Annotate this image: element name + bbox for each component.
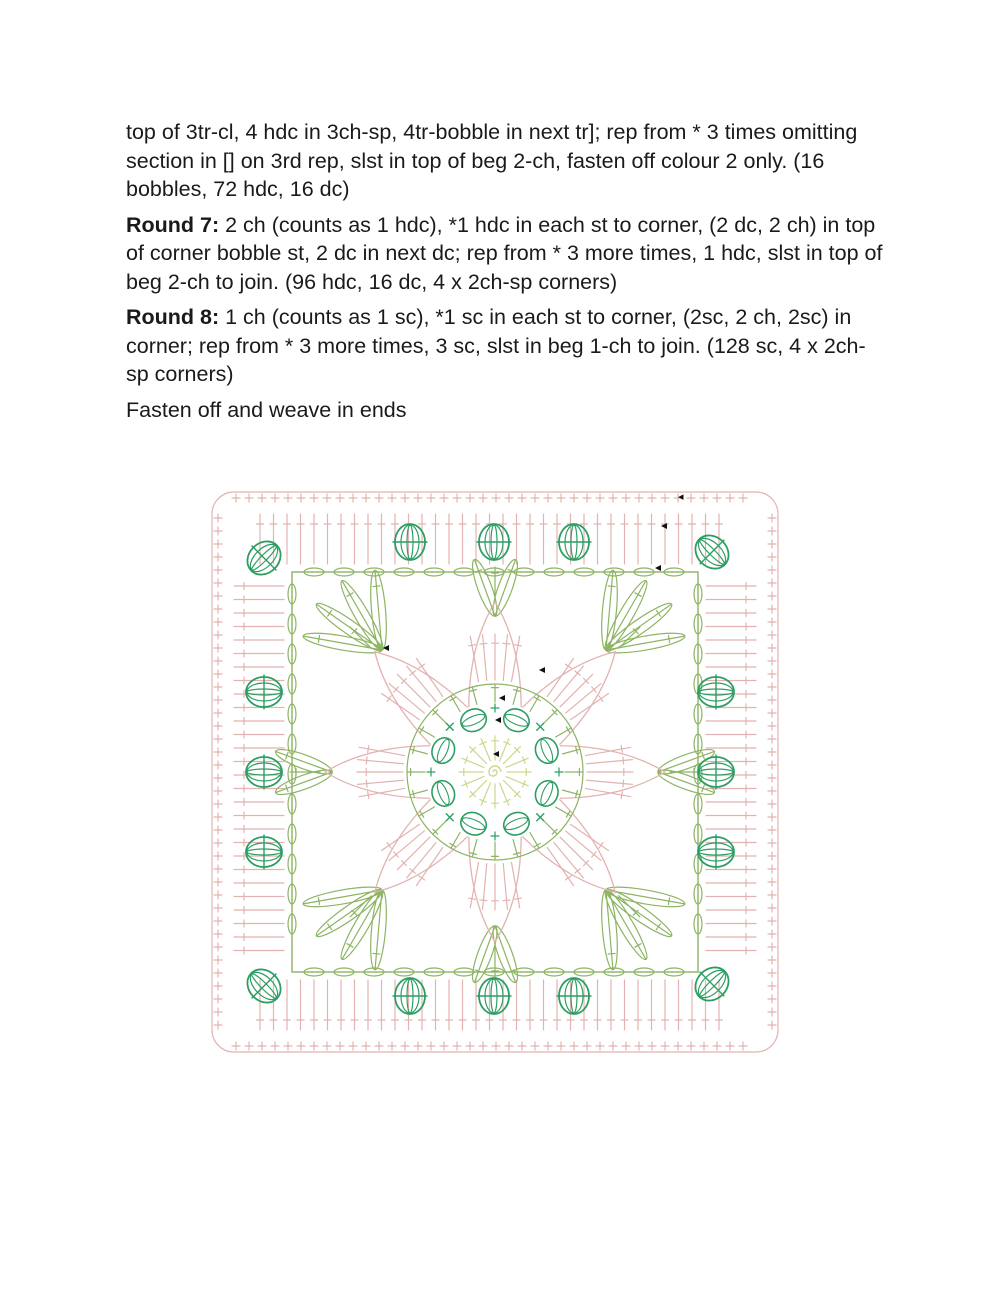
petal-stitch (480, 643, 487, 644)
petal-stitch (397, 674, 430, 707)
round-8-instructions (126, 303, 886, 389)
ring-stitch (566, 727, 570, 733)
petal-stitch (483, 635, 487, 681)
petal-stitch (368, 745, 369, 752)
bobble-stitch (428, 734, 458, 766)
tr-stitch (373, 953, 380, 954)
tr-stitch (608, 586, 615, 587)
petal-stitch (416, 848, 442, 886)
petal-stitch (503, 864, 507, 910)
bobble-stitch (500, 809, 532, 839)
ring-stitch (420, 811, 424, 817)
petal-stitch (560, 837, 593, 870)
tr-stitch (328, 610, 332, 616)
petal-stitch (480, 900, 487, 901)
tr-stitch (318, 898, 319, 905)
bobble-stitch (538, 781, 555, 806)
round-7-instructions (126, 211, 886, 297)
petal-stitch (571, 824, 609, 850)
ring-stitch (420, 727, 424, 733)
petal-stitch (503, 635, 507, 681)
bobble-stitch (461, 712, 486, 729)
petal-stitch (366, 780, 367, 787)
center-stitch (503, 780, 520, 797)
petal-stitch (382, 824, 420, 850)
bobble-stitch (428, 777, 458, 809)
petal-stitch (503, 643, 510, 644)
round-7-label: Round 7: (126, 212, 220, 237)
bobble-stitch (700, 540, 724, 564)
tr-stitch (608, 953, 615, 954)
ring-stitch (556, 807, 572, 816)
bobble-stitch (504, 815, 529, 832)
petal-stitch (515, 645, 522, 646)
join-marker (493, 751, 499, 757)
join-marker-label: ◂ (678, 490, 684, 503)
center-stitch (470, 747, 487, 764)
petal-stitch (397, 837, 430, 870)
join-marker (499, 695, 505, 701)
ring-stitch (433, 821, 446, 834)
round-7-text: 2 ch (counts as 1 hdc), *1 hdc in each st to corner, (2 dc, 2 ch) in top of corner bobble st, 2 dc in next dc; rep from * 3 more times, 1 hdc, slst in top of beg 2-ch to join. (96 hdc, 16 dc, 4 x 2ch-sp corners) (126, 212, 883, 294)
tr-stitch (373, 586, 380, 587)
bobble-stitch (435, 781, 452, 806)
bobble-stitch (461, 815, 486, 832)
petal-stitch (419, 664, 425, 668)
pattern-continuation: top of 3tr-cl, 4 hdc in 3ch-sp, 4tr-bobble in next tr]; rep from * 3 times omitting section in [] on 3rd rep, slst in top of beg 2-ch, fasten off colour 2 only. (16 bobbles, 72 hdc, 16 dc) (126, 120, 858, 201)
bobble-stitch (457, 809, 489, 839)
petal-stitch (366, 757, 367, 764)
ring-stitch (433, 710, 446, 723)
bobble-stitch (532, 777, 562, 809)
petal-stitch (623, 780, 624, 787)
tr-stitch (635, 593, 641, 597)
tr-stitch (656, 610, 660, 616)
petal-stitch (468, 898, 475, 899)
petal-stitch (621, 745, 622, 752)
bobble-stitch (500, 705, 532, 735)
crochet-chart-svg (206, 486, 784, 1058)
join-marker (383, 645, 389, 651)
join-marker (655, 565, 661, 571)
bobble-stitch (504, 712, 529, 729)
ring-stitch (530, 833, 539, 849)
ring-stitch (534, 843, 540, 847)
join-marker (539, 667, 545, 673)
petal-stitch (358, 780, 404, 784)
ring-stitch (451, 696, 460, 712)
pattern-text (126, 118, 886, 431)
join-marker (495, 717, 501, 723)
petal-stitch (358, 760, 404, 764)
bobble-stitch (435, 738, 452, 763)
petal-stitch (387, 842, 391, 848)
tr-stitch (328, 924, 332, 930)
petal-stitch (571, 693, 609, 719)
petal-stitch (419, 876, 425, 880)
petal-stitch (483, 864, 487, 910)
tr-stitch (668, 635, 669, 642)
tr-stitch (347, 593, 353, 597)
petal-stitch (503, 900, 510, 901)
ring-stitch (419, 807, 435, 816)
petal-stitch (515, 898, 522, 899)
ring-stitch (556, 728, 572, 737)
petal-stitch (587, 780, 633, 784)
bobble-stitch (457, 705, 489, 735)
bobble-stitch (538, 738, 555, 763)
petal-stitch (623, 757, 624, 764)
petal-stitch (382, 693, 420, 719)
ring-stitch (419, 728, 435, 737)
ring-stitch (566, 811, 570, 817)
bobble-stitch (252, 546, 276, 570)
magic-ring (489, 766, 501, 776)
petal-stitch (560, 674, 593, 707)
bobble-stitch (252, 974, 276, 998)
petal-stitch (599, 842, 603, 848)
ring-stitch (534, 697, 540, 701)
petal-stitch (387, 696, 391, 702)
bobble-stitch (700, 972, 724, 996)
round-8-text: 1 ch (counts as 1 sc), *1 sc in each st to corner, (2sc, 2 ch, 2sc) in corner; rep from * 3 more times, 3 sc, slst in beg 1-ch to join. (128 sc, 4 x 2ch-sp corners) (126, 305, 866, 386)
petal-stitch (565, 664, 571, 668)
tr-stitch (656, 924, 660, 930)
tr-stitch (635, 944, 641, 948)
petal-stitch (547, 848, 573, 886)
ring-stitch (450, 697, 456, 701)
finish-instructions: Fasten off and weave in ends (126, 397, 407, 422)
ring-stitch (544, 821, 557, 834)
tr-stitch (318, 635, 319, 642)
petal-stitch (468, 645, 475, 646)
ring-stitch (530, 696, 539, 712)
petal-stitch (368, 792, 369, 799)
crochet-chart (206, 486, 784, 1058)
petal-stitch (621, 792, 622, 799)
center-stitch (503, 747, 520, 764)
bobble-stitch (532, 734, 562, 766)
ring-stitch (451, 833, 460, 849)
petal-stitch (565, 876, 571, 880)
ring-stitch (450, 843, 456, 847)
ring-stitch (544, 710, 557, 723)
petal-stitch (547, 659, 573, 697)
tr-stitch (668, 898, 669, 905)
petal-stitch (587, 760, 633, 764)
tr-stitch (347, 944, 353, 948)
center-stitch (470, 780, 487, 797)
petal-stitch (599, 696, 603, 702)
round-8-label: Round 8: (126, 305, 220, 329)
petal-stitch (416, 659, 442, 697)
